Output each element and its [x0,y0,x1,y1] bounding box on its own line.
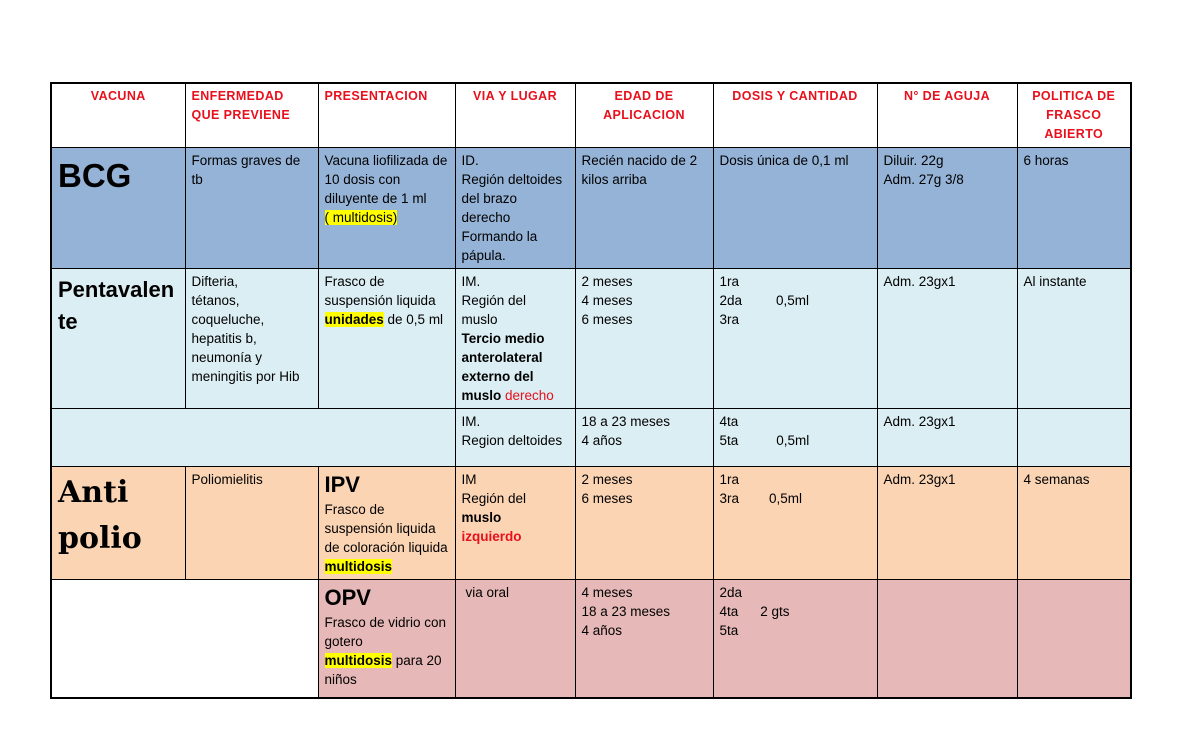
antipolio-row [51,467,1131,580]
needle-cell: Diluir. 22g Adm. 27g 3/8 [877,148,1017,269]
policy-cell: 4 semanas [1017,467,1131,580]
presentation-cell: Vacuna liofilizada de 10 dosis con diluyente de 1 ml ( multidosis) [318,148,455,269]
vaccine-name: Pentavalente [58,277,175,334]
age-cell: Recién nacido de 2 kilos arriba [575,148,713,269]
age-cell: 4 meses 18 a 23 meses 4 años [575,580,713,698]
policy-cell: 6 horas [1017,148,1131,269]
dose-cell: 1ra 2da 0,5ml 3ra [713,269,877,409]
empty-cell [51,409,455,467]
route-cell: IM. Región del muslo Tercio medio anterolateral externo del muslo derecho [455,269,575,409]
ipv-title: IPV [324,472,360,497]
highlighted-text: multidosis [324,653,393,668]
policy-cell [1017,580,1131,698]
header-cell: N° DE AGUJA [877,83,1017,148]
dose-cell: 4ta 5ta 0,5ml [713,409,877,467]
vaccine-name: Anti [58,475,129,510]
vaccine-name-cell [51,467,185,580]
disease-cell: Poliomielitis [185,467,318,580]
refuerzo-row [51,409,1131,467]
route-cell: IM. Region deltoides [455,409,575,467]
header-cell: VIA Y LUGAR [455,83,575,148]
highlighted-text: unidades [324,312,384,327]
disease-cell: Difteria, tétanos, coqueluche, hepatitis b, neumonía y meningitis por Hib [185,269,318,409]
age-cell: 2 meses 4 meses 6 meses [575,269,713,409]
vaccine-name: polio [58,521,142,556]
vaccine-table [50,82,1132,699]
age-cell: 18 a 23 meses 4 años [575,409,713,467]
highlighted-text: multidosis [324,559,393,574]
dose-cell: Dosis única de 0,1 ml [713,148,877,269]
vaccine-name-cell [51,269,185,409]
disease-cell: Formas graves de tb [185,148,318,269]
policy-cell: Al instante [1017,269,1131,409]
header-row [51,83,1131,148]
vaccine-name: BCG [58,157,132,194]
header-cell: DOSIS Y CANTIDAD [713,83,877,148]
empty-cell [51,580,318,698]
opv-row [51,580,1131,698]
header-cell: ENFERMEDAD QUE PREVIENE [185,83,318,148]
header-cell: PRESENTACION [318,83,455,148]
bcg-row [51,148,1131,269]
header-cell: EDAD DE APLICACION [575,83,713,148]
presentation-cell: IPV Frasco de suspensión liquida de coloración liquida multidosis [318,467,455,580]
dose-cell: 2da 4ta 2 gts 5ta [713,580,877,698]
needle-cell: Adm. 23gx1 [877,409,1017,467]
policy-cell [1017,409,1131,467]
pentavalente-row [51,269,1131,409]
route-cell: ID. Región deltoides del brazo derecho Formando la pápula. [455,148,575,269]
header-cell: POLITICA DE FRASCO ABIERTO [1017,83,1131,148]
needle-cell: Adm. 23gx1 [877,467,1017,580]
vaccine-name-cell [51,148,185,269]
age-cell: 2 meses 6 meses [575,467,713,580]
needle-cell: Adm. 23gx1 [877,269,1017,409]
highlighted-text: ( multidosis) [324,210,398,225]
needle-cell [877,580,1017,698]
opv-title: OPV [324,585,371,610]
route-cell: IM Región del muslo izquierdo [455,467,575,580]
presentation-cell: Frasco de suspensión liquida unidades de 0,5 ml [318,269,455,409]
header-cell: VACUNA [51,83,185,148]
presentation-cell: OPV Frasco de vidrio con gotero multidosis para 20 niños [318,580,455,698]
route-cell: via oral [455,580,575,698]
dose-cell: 1ra 3ra 0,5ml [713,467,877,580]
